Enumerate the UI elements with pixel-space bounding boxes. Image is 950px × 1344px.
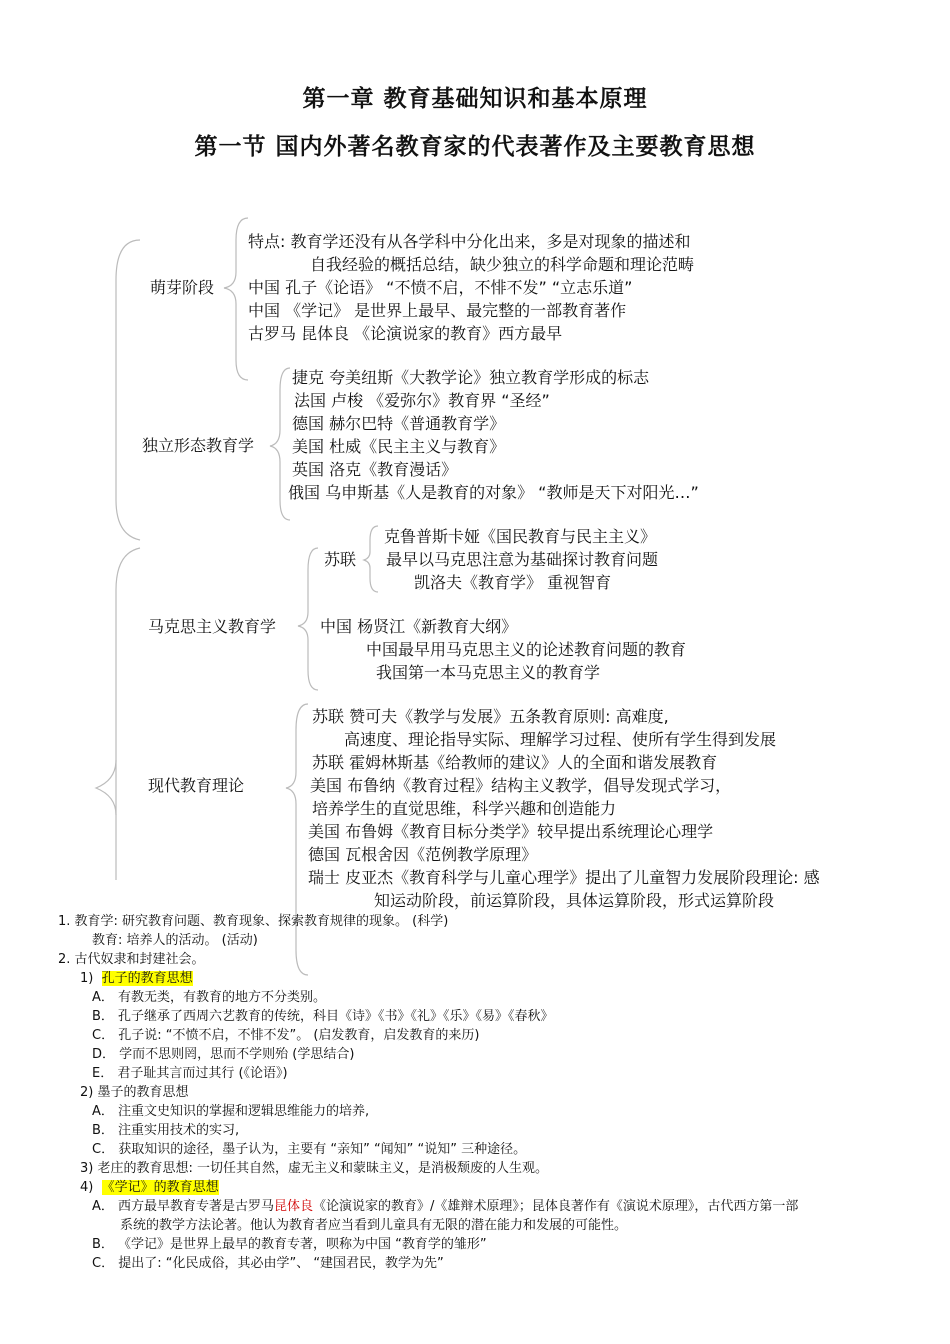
stage3-ussr-line-3: 凯洛夫《教育学》 重视智育 (414, 573, 612, 592)
s2-item-c: C． 获取知识的途径，墨子认为，主要有 “亲知” “闻知” “说知” 三种途径。 (92, 1142, 527, 1157)
s1-item-e: E． 君子耻其言而过其行 (《论语》) (92, 1066, 288, 1081)
s4-item-a-cont: 系统的教学方法论著。他认为教育者应当看到儿童具有无限的潜在能力和发展的可能性。 (120, 1218, 628, 1233)
subsection-1-title: 孔子的教育思想 (101, 971, 193, 986)
section-title: 第一节 国内外著名教育家的代表著作及主要教育思想 (194, 134, 756, 160)
stage2-line-1: 捷克 夸美纽斯《大教学论》独立教育学形成的标志 (292, 368, 650, 387)
s4-item-a (92, 1198, 798, 1216)
note-1b: 教育: 培养人的活动。 (活动) (92, 933, 258, 948)
chapter-title: 第一章 教育基础知识和基本原理 (302, 86, 648, 112)
s4-item-a-text: A． 西方最早教育专著是古罗马 (92, 1199, 275, 1214)
subsection-4 (80, 1179, 219, 1197)
stage2-line-2: 法国 卢梭 《爱弥尔》教育界 “圣经” (294, 391, 550, 410)
stage-label-embryonic: 萌芽阶段 (150, 278, 215, 297)
stage-label-independent: 独立形态教育学 (142, 436, 255, 455)
stage-label-modern: 现代教育理论 (148, 776, 245, 795)
s4-item-a-rest: 《论演说家的教育》/《雄辩术原理》；昆体良著作有《演说术原理》，古代西方第一部 (313, 1199, 799, 1214)
stage4-line-9: 知运动阶段，前运算阶段，具体运算阶段，形式运算阶段 (374, 891, 775, 910)
stage4-line-1: 苏联 赞可夫《教学与发展》五条教育原则: 高难度, (312, 707, 669, 726)
subsection-4-number: 4) (80, 1180, 94, 1195)
stage1-line-2: 自我经验的概括总结，缺少独立的科学命题和理论范畴 (310, 255, 695, 274)
stage1-line-5: 古罗马 昆体良 《论演说家的教育》西方最早 (248, 324, 563, 343)
subsection-4-title: 《学记》的教育思想 (101, 1180, 219, 1195)
s4-item-a-highlight: 昆体良 (274, 1199, 314, 1214)
stage4-line-5: 培养学生的直觉思维，科学兴趣和创造能力 (312, 799, 617, 818)
stage1-line-1: 特点: 教育学还没有从各学科中分化出来，多是对现象的描述和 (248, 232, 691, 251)
subsection-1 (80, 970, 193, 988)
stage-label-marxist: 马克思主义教育学 (148, 617, 277, 636)
note-1: 1. 教育学: 研究教育问题、教育现象、探索教育规律的现象。 (科学) (58, 914, 449, 929)
stage3-china-line-2: 中国最早用马克思主义的论述教育问题的教育 (366, 640, 687, 659)
stage4-line-8: 瑞士 皮亚杰《教育科学与儿童心理学》提出了儿童智力发展阶段理论: 感 (308, 868, 820, 887)
stage4-line-3: 苏联 霍姆林斯基《给教师的建议》人的全面和谐发展教育 (312, 753, 718, 772)
stage3-china-line-3: 我国第一本马克思主义的教育学 (376, 663, 601, 682)
s2-item-a: A． 注重文史知识的掌握和逻辑思维能力的培养, (92, 1104, 370, 1119)
subsection-3: 3) 老庄的教育思想: 一切任其自然，虚无主义和蒙昧主义，是消极颓废的人生观。 (80, 1161, 548, 1176)
stage2-line-3: 德国 赫尔巴特《普通教育学》 (292, 414, 506, 433)
stage3-ussr-label: 苏联 (324, 550, 357, 569)
subsection-2: 2) 墨子的教育思想 (80, 1085, 189, 1100)
subsection-1-number: 1) (80, 971, 94, 986)
s1-item-c: C． 孔子说: “不愤不启，不悱不发”。 (启发教育，启发教育的来历) (92, 1028, 480, 1043)
stage4-line-6: 美国 布鲁姆《教育目标分类学》较早提出系统理论心理学 (308, 822, 714, 841)
stage2-line-4: 美国 杜威《民主主义与教育》 (292, 437, 506, 456)
s1-item-b: B． 孔子继承了西周六艺教育的传统，科目《诗》《书》《礼》《乐》《易》《春秋》 (92, 1009, 554, 1024)
s4-item-b: B． 《学记》是世界上最早的教育专著，呗称为中国 “教育学的雏形” (92, 1237, 487, 1252)
note-2: 2. 古代奴隶和封建社会。 (58, 952, 205, 967)
stage2-line-5: 英国 洛克《教育漫话》 (292, 460, 458, 479)
s2-item-b: B． 注重实用技术的实习, (92, 1123, 240, 1138)
s4-item-c: C． 提出了: “化民成俗，其必由学”、 “建国君民，教学为先” (92, 1256, 444, 1271)
stage4-line-4: 美国 布鲁纳《教育过程》结构主义教学，倡导发现式学习， (310, 776, 732, 795)
s1-item-d: D． 学而不思则罔，思而不学则殆 (学思结合) (92, 1047, 355, 1062)
s1-item-a: A． 有教无类，有教育的地方不分类别。 (92, 990, 327, 1005)
stage3-ussr-line-2: 最早以马克思注意为基础探讨教育问题 (386, 550, 659, 569)
stage3-ussr-line-1: 克鲁普斯卡娅《国民教育与民主主义》 (384, 527, 657, 546)
stage2-line-6: 俄国 乌申斯基《人是教育的对象》 “教师是天下对阳光…” (288, 483, 699, 502)
stage4-line-7: 德国 瓦根舍因《范例教学原理》 (308, 845, 538, 864)
stage3-china-line-1: 中国 杨贤江《新教育大纲》 (320, 617, 518, 636)
stage1-line-4: 中国 《学记》 是世界上最早、最完整的一部教育著作 (248, 301, 627, 320)
stage4-line-2: 高速度、理论指导实际、理解学习过程、使所有学生得到发展 (344, 730, 777, 749)
stage1-line-3: 中国 孔子《论语》 “不愤不启，不悱不发” “立志乐道” (248, 278, 633, 297)
